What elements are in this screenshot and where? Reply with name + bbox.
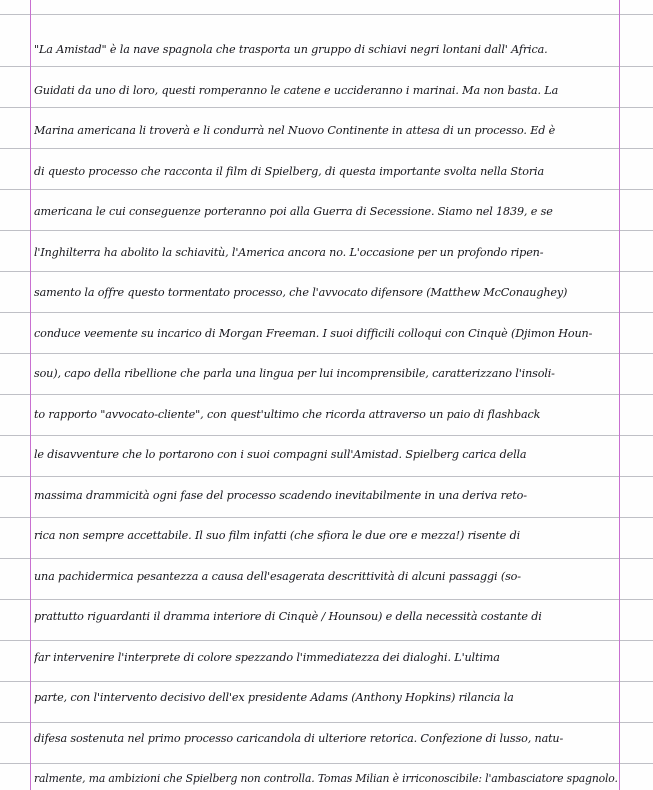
text-line: difesa sostenuta nel primo processo caricandola di ulteriore retorica. Confezione di lusso, natu- [34, 731, 564, 745]
right-margin-line [619, 0, 620, 790]
text-line: massima drammicità ogni fase del processo scadendo inevitabilmente in una deriva reto- [34, 488, 527, 502]
text-line: americana le cui conseguenze porteranno poi alla Guerra di Secessione. Siamo nel 1839, e se [34, 205, 553, 218]
text-line: samento la offre questo tormentato processo, che l'avvocato difensore (Matthew McConaughey) [34, 286, 568, 299]
text-line: ralmente, ma ambizioni che Spielberg non controlla. Tomas Milian è irriconoscibile: l'ambasciatore spagnolo. [34, 772, 618, 785]
handwritten-text [34, 30, 618, 790]
text-line: le disavventure che lo portarono con i suoi compagni sull'Amistad. Spielberg carica della [34, 448, 527, 461]
left-margin-line [30, 0, 31, 790]
text-line: conduce veemente su incarico di Morgan Freeman. I suoi difficili colloqui con Cinquè (Djimon Houn- [34, 326, 593, 340]
text-line: parte, con l'intervento decisivo dell'ex presidente Adams (Anthony Hopkins) rilancia la [34, 691, 514, 704]
text-line: far intervenire l'interprete di colore spezzando l'immediatezza dei dialoghi. L'ultima [34, 650, 500, 664]
text-line: Guidati da uno di loro, questi romperanno le catene e uccideranno i marinai. Ma non basta. La [34, 83, 559, 97]
text-line: "La Amistad" è la nave spagnola che trasporta un gruppo di schiavi negri lontani dall' Africa. [34, 43, 548, 56]
text-line: to rapporto "avvocato-cliente", con quest'ultimo che ricorda attraverso un paio di flashback [34, 407, 541, 421]
text-line: l'Inghilterra ha abolito la schiavitù, l'America ancora no. L'occasione per un profondo ripen- [34, 245, 544, 259]
text-line: di questo processo che racconta il film di Spielberg, di questa importante svolta nella Storia [34, 164, 544, 178]
text-line: prattutto riguardanti il dramma interiore di Cinquè / Hounsou) e della necessità costante di [34, 610, 542, 623]
text-line: sou), capo della ribellione che parla una lingua per lui incomprensibile, caratterizzano l'insoli- [34, 367, 555, 380]
text-line: Marina americana li troverà e li condurrà nel Nuovo Continente in attesa di un processo. Ed è [34, 124, 556, 137]
text-line: una pachidermica pesantezza a causa dell'esagerata descrittività di alcuni passaggi (so- [34, 569, 521, 583]
text-line: rica non sempre accettabile. Il suo film infatti (che sfiora le due ore e mezza!) risente di [34, 529, 521, 542]
